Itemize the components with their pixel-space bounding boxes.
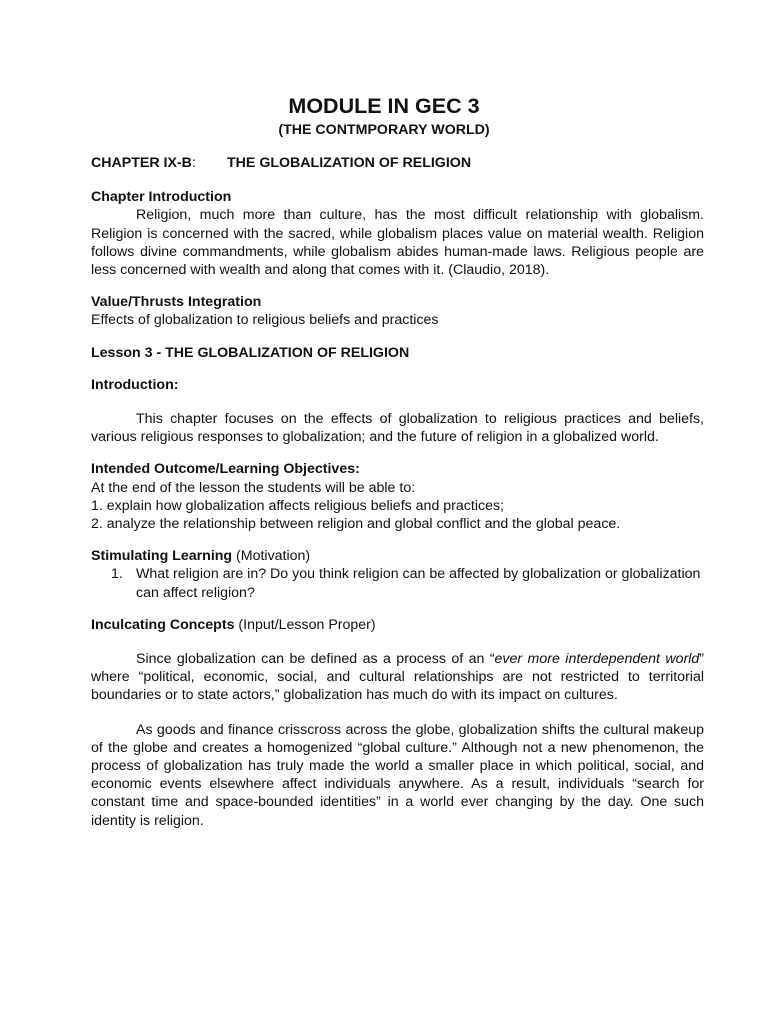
stimulating-note: (Motivation)	[232, 548, 311, 565]
stimulating-heading: Stimulating Learning	[91, 548, 233, 565]
objectives-lead: At the end of the lesson the students will be able to:	[91, 479, 416, 496]
objectives-heading: Intended Outcome/Learning Objectives:	[91, 461, 360, 478]
document-body	[91, 154, 704, 830]
lesson-title: - THE GLOBALIZATION OF RELIGION	[152, 344, 410, 361]
objective-item: 1. explain how globalization affects religious beliefs and practices;	[91, 497, 504, 514]
stimulating-item-text: What religion are in? Do you think religion can be affected by globalization or globalization can affect religion?	[136, 566, 701, 601]
inculcating-p1-end: ” where “political, economic, social, and cultural relationships are not restricted to territorial boundaries or to state actors,” globalization has much do with its impact on cultures.	[91, 651, 704, 704]
chapter-colon: :	[191, 155, 196, 171]
introduction-heading: Introduction:	[91, 376, 179, 393]
inculcating-paragraph-1	[91, 650, 704, 705]
module-subtitle: (THE CONTMPORARY WORLD)	[278, 122, 490, 138]
value-thrusts-text: Effects of globalization to religious beliefs and practices	[91, 312, 439, 329]
chapter-label: CHAPTER IX-B	[91, 155, 192, 171]
chapter-title: THE GLOBALIZATION OF RELIGION	[227, 155, 472, 171]
chapter-intro-heading: Chapter Introduction	[91, 189, 232, 206]
inculcating-heading: Inculcating Concepts	[91, 616, 235, 633]
chapter-intro-text: Religion, much more than culture, has the most difficult relationship with globalism. Religion is concerned with the sacred, while globalism places value on material wealth. Religion follows divine commandments, while globalism abides human-made laws. Religious people are less concerned with wealth and along that comes with it. (Claudio, 2018).	[91, 207, 704, 279]
objective-item: 2. analyze the relationship between religion and global conflict and the global peace.	[91, 516, 621, 533]
introduction-text: This chapter focuses on the effects of globalization to religious practices and beliefs, various religious responses to globalization; and the future of religion in a globalized world.	[91, 411, 704, 446]
inculcating-note: (Input/Lesson Proper)	[234, 616, 376, 633]
chapter-label-wrap	[91, 154, 227, 172]
inculcating-p1-start: Since globalization can be defined as a process of an “	[136, 651, 495, 668]
lesson-label: Lesson 3	[91, 344, 153, 361]
inculcating-p1-emphasis: ever more interdependent world	[494, 651, 700, 668]
stimulating-item-number: 1.	[111, 566, 123, 583]
stimulating-item	[91, 565, 704, 601]
chapter-heading	[91, 154, 704, 172]
stimulating-heading-line	[91, 547, 704, 565]
value-thrusts-heading: Value/Thrusts Integration	[91, 294, 262, 311]
inculcating-heading-line	[91, 616, 704, 634]
lesson-heading	[91, 344, 704, 362]
module-title: MODULE IN GEC 3	[288, 94, 480, 118]
inculcating-paragraph-2: As goods and finance crisscross across the globe, globalization shifts the cultural makeup of the globe and creates a homogenized “global culture.” Although not a new phenomenon, the process of globalization has truly made the world a smaller place in which political, social, and economic events elsewhere affect individuals anywhere. As a result, individuals “search for constant time and space-bounded identities” in a world ever changing by the day. One such identity is religion.	[91, 721, 704, 829]
